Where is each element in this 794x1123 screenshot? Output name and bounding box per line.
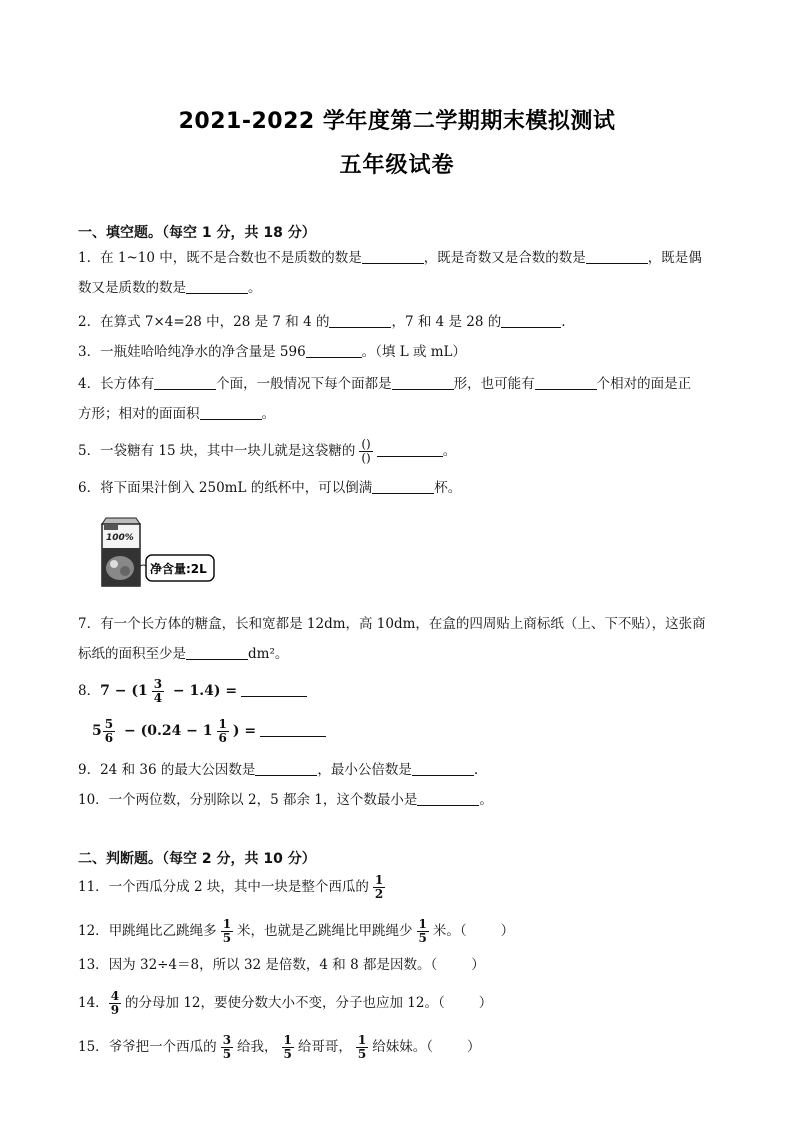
- juice-carton-image: [96, 516, 220, 590]
- question-1-line-1: 1．在 1~10 中，既不是合数也不是质数的数是 ，既是奇数又是合数的数是 ，既是偶: [78, 250, 702, 266]
- question-12: 12．甲跳绳比乙跳绳多 $\frac{1}{5}$ 米，也就是乙跳绳比甲跳绳少 $\frac{1}{5}$ 米。（ ）: [78, 917, 515, 945]
- answer-blank[interactable]: [154, 375, 216, 390]
- fraction: $\frac{5}{6}$: [104, 717, 114, 745]
- question-8-line-1: 8．7 − (1 $\frac{3}{4}$ − 1.4) =: [78, 678, 307, 705]
- question-4-line-2: 方形；相对的面面积 。: [78, 406, 275, 422]
- question-13: 13．因为 32÷4＝8，所以 32 是倍数，4 和 8 都是因数。（ ）: [78, 957, 485, 973]
- fraction: $\frac{1}{5}$: [283, 1033, 292, 1061]
- answer-blank[interactable]: [329, 313, 391, 328]
- fraction: $\frac{1}{5}$: [418, 917, 427, 945]
- question-14: 14． $\frac{4}{9}$ 的分母加 12，要使分数大小不变，分子也应加 12。（ ）: [78, 989, 493, 1017]
- answer-blank[interactable]: [200, 405, 262, 420]
- question-5: 5．一袋糖有 15 块，其中一块儿就是这袋糖的 $\frac{()}{()}$ 。: [78, 437, 457, 465]
- fraction: $\frac{3}{4}$: [153, 677, 163, 705]
- answer-blank[interactable]: [362, 249, 424, 264]
- answer-blank[interactable]: [186, 645, 248, 660]
- fraction: $\frac{()}{()}$: [361, 437, 371, 465]
- question-11: 11．一个西瓜分成 2 块，其中一块是整个西瓜的 $\frac{1}{2}$: [78, 873, 384, 901]
- fraction: $\frac{3}{5}$: [222, 1033, 232, 1061]
- fraction: $\frac{1}{6}$: [218, 717, 227, 745]
- answer-blank[interactable]: [186, 279, 248, 294]
- answer-blank[interactable]: [260, 722, 326, 737]
- carton-volume-label: 净含量:2L: [150, 562, 207, 576]
- answer-blank[interactable]: [501, 313, 561, 328]
- fraction: $\frac{1}{5}$: [222, 917, 232, 945]
- question-7-line-2: 标纸的面积至少是 dm²。: [78, 646, 289, 662]
- question-3: 3．一瓶娃哈哈纯净水的净含量是 596 。（填 L 或 mL）: [78, 344, 467, 360]
- page-subtitle: 五年级试卷: [339, 153, 455, 178]
- question-10: 10．一个两位数，分别除以 2，5 都余 1，这个数最小是 。: [78, 792, 493, 808]
- question-6: 6．将下面果汁倒入 250mL 的纸杯中，可以倒满 杯。: [78, 480, 462, 496]
- answer-blank[interactable]: [392, 375, 454, 390]
- carton-label-top: 100%: [106, 533, 134, 543]
- section-2-heading: 二、判断题。（每空 2 分，共 10 分）: [78, 851, 316, 867]
- page-title: 2021-2022 学年度第二学期期末模拟测试: [178, 109, 616, 134]
- answer-blank[interactable]: [306, 343, 362, 358]
- answer-blank[interactable]: [255, 761, 317, 776]
- question-9: 9．24 和 36 的最大公因数是 ，最小公倍数是 .: [78, 762, 479, 778]
- answer-blank[interactable]: [377, 442, 443, 457]
- answer-blank[interactable]: [412, 761, 474, 776]
- answer-blank[interactable]: [535, 375, 597, 390]
- question-4-line-1: 4．长方体有 个面，一般情况下每个面都是 形，也可能有 个相对的面是正: [78, 376, 692, 392]
- question-8-line-2: 5 $\frac{5}{6}$ − (0.24 − 1 $\frac{1}{6}$ ) =: [92, 718, 326, 745]
- answer-blank[interactable]: [417, 791, 479, 806]
- fraction: $\frac{1}{5}$: [357, 1033, 367, 1061]
- section-1-heading: 一、填空题。（每空 1 分，共 18 分）: [78, 225, 316, 241]
- fraction: $\frac{1}{2}$: [374, 873, 384, 901]
- answer-blank[interactable]: [586, 249, 648, 264]
- answer-blank[interactable]: [372, 479, 434, 494]
- question-15: 15．爷爷把一个西瓜的 $\frac{3}{5}$ 给我， $\frac{1}{5}$ 给哥哥， $\frac{1}{5}$ 给妹妹。（ ）: [78, 1033, 481, 1061]
- answer-blank[interactable]: [241, 682, 307, 697]
- question-1-line-2: 数又是质数的数是 。: [78, 280, 262, 296]
- question-2: 2．在算式 7×4=28 中，28 是 7 和 4 的 ，7 和 4 是 28 的 .: [78, 314, 566, 330]
- fraction: $\frac{4}{9}$: [110, 989, 120, 1017]
- question-7-line-1: 7．有一个长方体的糖盒，长和宽都是 12dm，高 10dm，在盒的四周贴上商标纸（上、下不贴），这张商: [78, 616, 706, 632]
